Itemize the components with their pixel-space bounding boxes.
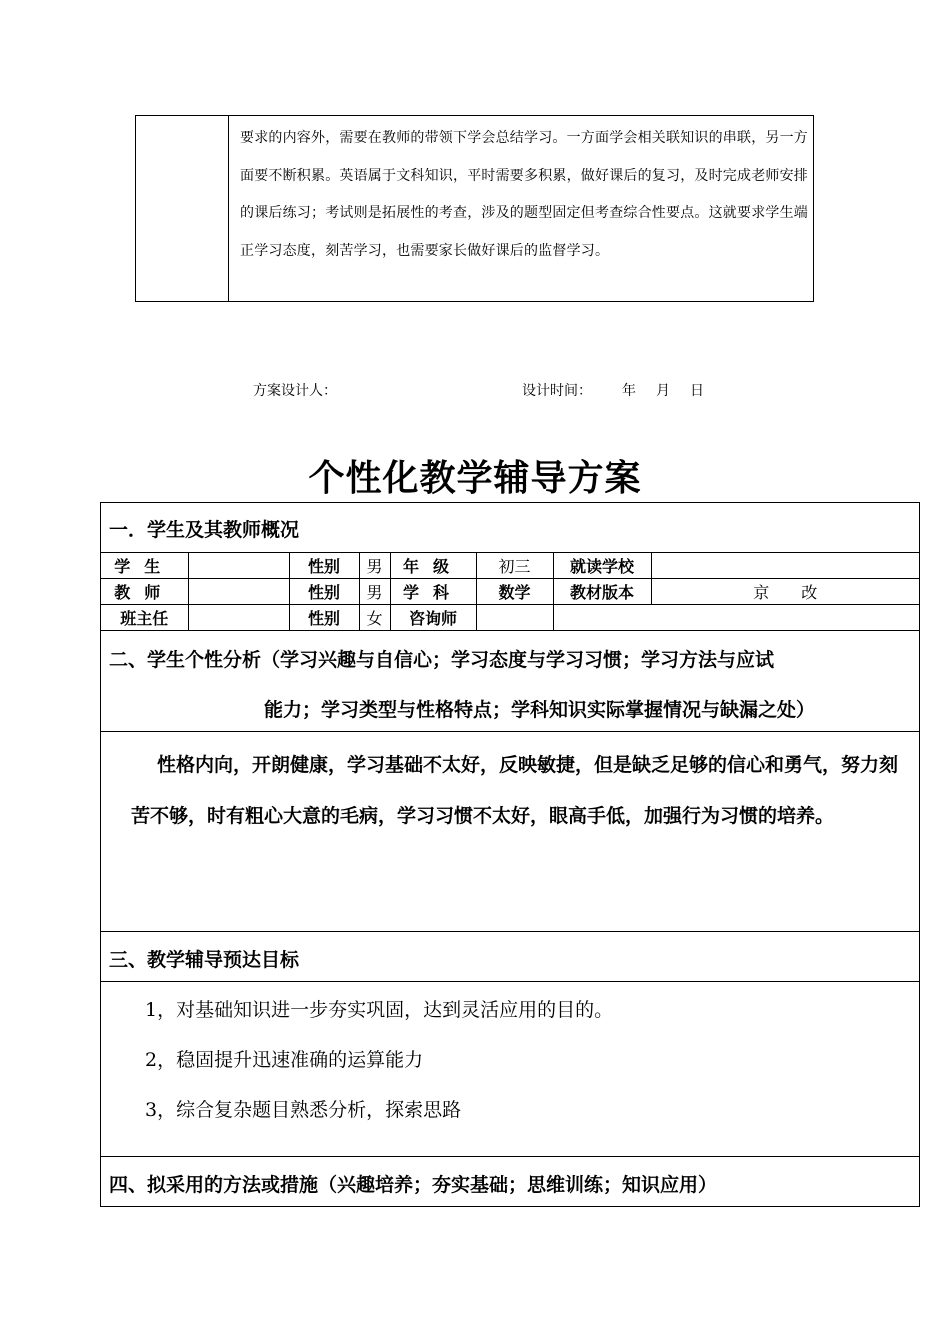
table-row: [101, 579, 919, 605]
section2-heading-line2: 能力；学习类型与性格特点；学科知识实际掌握情况与缺漏之处）: [264, 699, 816, 721]
consultant-label: 咨询师: [390, 605, 476, 631]
empty-cell: [553, 605, 919, 631]
gender-label: 性别: [289, 605, 359, 631]
page-title: 个性化教学辅导方案: [308, 458, 642, 499]
goal-item: 1，对基础知识进一步夯实巩固，达到灵活应用的目的。: [145, 999, 614, 1021]
homeroom-gender-value: 女: [359, 605, 390, 631]
textbook-value: 京 改: [651, 579, 919, 605]
day-label: 日: [690, 383, 704, 399]
section1-heading: 一．学生及其教师概况: [109, 519, 300, 541]
gender-label: 性别: [289, 579, 359, 605]
divider: [101, 731, 919, 732]
designer-label: 方案设计人：: [253, 383, 337, 399]
divider: [101, 981, 919, 982]
grade-label: 年级: [390, 553, 476, 579]
subject-label: 学科: [390, 579, 476, 605]
continuation-paragraph: 要求的内容外，需要在教师的带领下学会总结学习。一方面学会相关联知识的串联，另一方面要不断积累。英语属于文科知识，平时需要多积累，做好课后的复习，及时完成老师安排的课后练习；考试则是拓展性的考查，涉及的题型固定但考查综合性要点。这就要求学生端正学习态度，刻苦学习，也需要家长做好课后的监督学习。: [240, 130, 808, 259]
continuation-table: [135, 115, 814, 302]
consultant-value: [476, 605, 553, 631]
design-time: [522, 380, 704, 400]
goal-item: 2，稳固提升迅速准确的运算能力: [145, 1049, 424, 1071]
section2-heading-line1: 二、学生个性分析（学习兴趣与自信心；学习态度与学习习惯；学习方法与应试: [109, 649, 775, 671]
student-analysis-text: 性格内向，开朗健康，学习基础不太好，反映敏捷，但是缺乏足够的信心和勇气，努力刻苦不够，时有粗心大意的毛病，学习习惯不太好，眼高手低，加强行为习惯的培养。: [131, 754, 899, 827]
gender-label: 性别: [289, 553, 359, 579]
divider: [101, 630, 919, 631]
tutoring-plan-form: [100, 502, 920, 1207]
goal-item: 3，综合复杂题目熟悉分析，探索思路: [145, 1099, 462, 1121]
section3-heading: 三、教学辅导预达目标: [109, 949, 300, 971]
divider: [101, 1156, 919, 1157]
teacher-name-field: [188, 579, 289, 605]
design-time-label: 设计时间：: [522, 383, 592, 399]
teacher-gender-value: 男: [359, 579, 390, 605]
textbook-label: 教材版本: [553, 579, 651, 605]
continuation-label-cell: [136, 116, 229, 301]
section4-heading: 四、拟采用的方法或措施（兴趣培养；夯实基础；思维训练；知识应用）: [109, 1174, 718, 1196]
homeroom-teacher-label: 班主任: [101, 605, 188, 631]
teacher-label: 教师: [101, 579, 188, 605]
student-label: 学生: [101, 553, 188, 579]
table-row: [101, 553, 919, 579]
year-label: 年: [622, 383, 636, 399]
school-label: 就读学校: [553, 553, 651, 579]
month-label: 月: [656, 383, 670, 399]
divider: [101, 931, 919, 932]
homeroom-teacher-field: [188, 605, 289, 631]
student-gender-value: 男: [359, 553, 390, 579]
table-row: [101, 605, 919, 631]
school-value: [651, 553, 919, 579]
grade-value: 初三: [476, 553, 553, 579]
subject-value: 数学: [476, 579, 553, 605]
info-table: [101, 553, 919, 631]
student-name-field: [188, 553, 289, 579]
